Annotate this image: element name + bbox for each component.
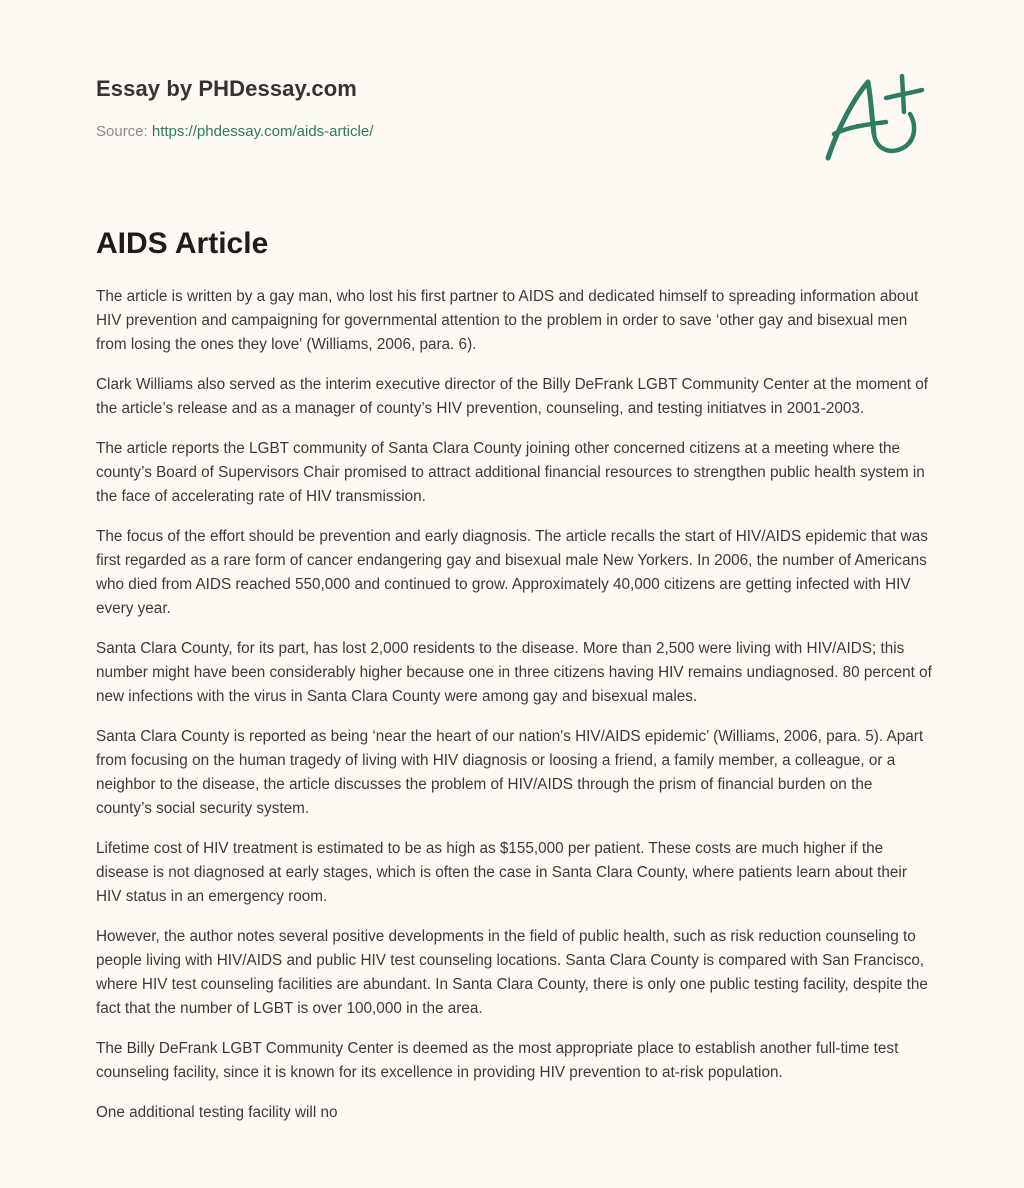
article-paragraph: Santa Clara County, for its part, has lost 2,000 residents to the disease. More than 2,500 were living with HIV/AIDS; this number might have been considerably higher because one in three citizens having HIV remains undiagnosed. 80 percent of new infections with the virus in Santa Clara County were among gay and bisexual males. <box>96 640 932 705</box>
article-paragraph-truncated: One additional testing facility will no <box>96 1104 338 1121</box>
article-paragraph: The focus of the effort should be prevention and early diagnosis. The article recalls the start of HIV/AIDS epidemic that was first regarded as a rare form of cancer endangering gay and bisexual male New Yorkers. In 2006, the number of Americans who died from AIDS reached 550,000 and continued to grow. Approximately 40,000 citizens are getting infected with HIV every year. <box>96 528 928 617</box>
article-paragraph: The article is written by a gay man, who lost his first partner to AIDS and dedicated himself to spreading information about HIV prevention and campaigning for governmental attention to the problem in order to save ‘other gay and bisexual men from losing the ones they love' (Williams, 2006, para. 6). <box>96 288 919 353</box>
a-plus-grade-icon <box>818 66 930 166</box>
source-line <box>96 122 656 142</box>
source-label: Source: <box>96 123 148 140</box>
article-paragraph: Santa Clara County is reported as being ‘near the heart of our nation's HIV/AIDS epidemic’ (Williams, 2006, para. 5). Apart from focusing on the human tragedy of living with HIV diagnosis or loosing a friend, a family member, a colleague, or a neighbor to the disease, the article discusses the problem of HIV/AIDS through the prism of financial burden on the county’s social security system. <box>96 728 924 817</box>
essay-header <box>96 74 656 142</box>
article-title: AIDS Article <box>96 227 269 260</box>
article-paragraph: Clark Williams also served as the interim executive director of the Billy DeFrank LGBT Community Center at the moment of the article’s release and as a manager of county’s HIV prevention, counseling, and testing initiatves in 2001-2003. <box>96 376 928 417</box>
article-paragraph: Lifetime cost of HIV treatment is estimated to be as high as $155,000 per patient. These costs are much higher if the disease is not diagnosed at early stages, which is often the case in Santa Clara County, where patients learn about their HIV status in an emergency room. <box>96 840 907 905</box>
source-link[interactable]: https://phdessay.com/aids-article/ <box>151 123 374 140</box>
site-title: Essay by PHDessay.com <box>96 76 357 101</box>
article-paragraph: The Billy DeFrank LGBT Community Center is deemed as the most appropriate place to establish another full-time test counseling facility, since it is known for its excellence in providing HIV prevention to at-risk population. <box>96 1040 899 1081</box>
article-body <box>96 285 932 1141</box>
article-paragraph: The article reports the LGBT community of Santa Clara County joining other concerned citizens at a meeting where the county’s Board of Supervisors Chair promised to attract additional financial resources to strengthen public health system in the face of accelerating rate of HIV transmission. <box>96 440 925 505</box>
article-paragraph: However, the author notes several positive developments in the field of public health, such as risk reduction counseling to people living with HIV/AIDS and public HIV test counseling locations. Santa Clara County is compared with San Francisco, where HIV test counseling facilities are abundant. In Santa Clara County, there is only one public testing facility, despite the fact that the number of LGBT is over 100,000 in the area. <box>96 928 928 1017</box>
